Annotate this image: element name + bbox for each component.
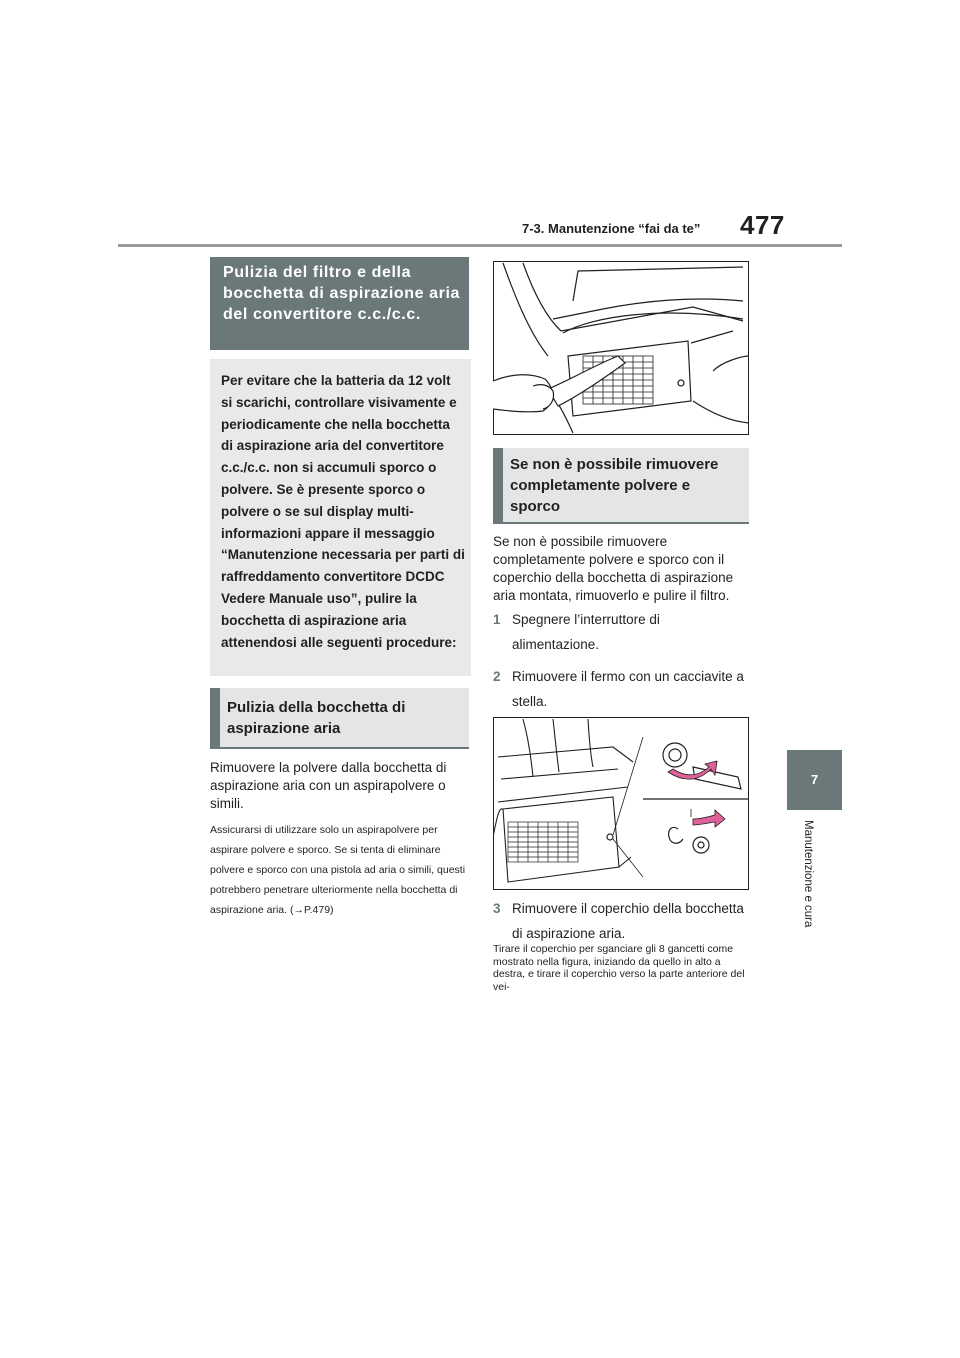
step-text: Rimuovere il coperchio della bocchetta di aspirazione aria. [512, 901, 744, 941]
step-text: Rimuovere il fermo con un cacciavite a stella. [512, 669, 744, 709]
step-text: Spegnere l’interruttore di alimentazione. [512, 612, 660, 652]
body-text: Se non è possibile rimuovere completamente polvere e sporco con il coperchio della bocchetta di aspirazione aria montata, rimuoverlo e pulire il filtro. [493, 534, 734, 603]
info-text: Per evitare che la batteria da 12 volt si scarichi, controllare visivamente e periodicamente che nella bocchetta di aspirazione aria del convertitore c.c./c.c. non si accumuli sporco o polvere. Se è presente sporco o polvere o se sul display multi-informazioni appare il messaggio “Manutenzione necessaria per parti di raffreddamento convertitore DCDC Vedere Manuale uso”, pulire la bocchetta di aspirazione aria attenendosi alle seguenti procedure: [221, 373, 465, 650]
screw-removal-illustration [493, 717, 749, 890]
subsection-title-cleaning [210, 688, 469, 747]
screw-removal-illustration-svg [493, 717, 749, 890]
vacuum-illustration [493, 261, 749, 435]
section-title-text: Pulizia del filtro e della bocchetta di aspirazione aria del convertitore c.c./c.c. [223, 264, 461, 323]
step-number: 2 [493, 669, 501, 684]
info-box [210, 359, 471, 676]
step-2 [493, 664, 751, 714]
subsection-title-text: Se non è possibile rimuovere completamente polvere e sporco [510, 456, 719, 515]
note-text: Tirare il coperchio per sganciare gli 8 gancetti come mostrato nella figura, iniziando da quello in alto a destra, e tirare il coperchio verso la parte anteriore del vei- [493, 943, 745, 993]
chapter-label-text: Manutenzione e cura [802, 820, 814, 928]
step-1 [493, 607, 751, 657]
body-text: Rimuovere la polvere dalla bocchetta di aspirazione aria con un aspirapolvere o simili. [210, 760, 447, 811]
step-3 [493, 896, 751, 946]
section-header: 7-3. Manutenzione “fai da te” [522, 221, 701, 236]
subsection-bar [210, 688, 220, 747]
subsection-rule [210, 747, 469, 749]
vacuum-illustration-svg [493, 261, 749, 435]
header-rule [118, 244, 842, 247]
section-title [210, 257, 469, 350]
step-number: 3 [493, 901, 501, 916]
step-number: 1 [493, 612, 501, 627]
subsection-bar [493, 448, 503, 522]
note-text: Assicurarsi di utilizzare solo un aspirapolvere per aspirare polvere e sporco. Se si tenta di eliminare polvere e sporco con una pistola ad aria o simili, questi potrebbero penetrare ulteriormente nella bocchetta di aspirazione aria. (→P.479) [210, 824, 466, 916]
chapter-label [800, 820, 820, 960]
page-number: 477 [740, 210, 785, 240]
subsection-rule [493, 522, 749, 524]
subsection-title-filter [493, 448, 749, 522]
subsection-title-text: Pulizia della bocchetta di aspirazione aria [227, 699, 406, 737]
chapter-tab: 7 [787, 750, 842, 810]
